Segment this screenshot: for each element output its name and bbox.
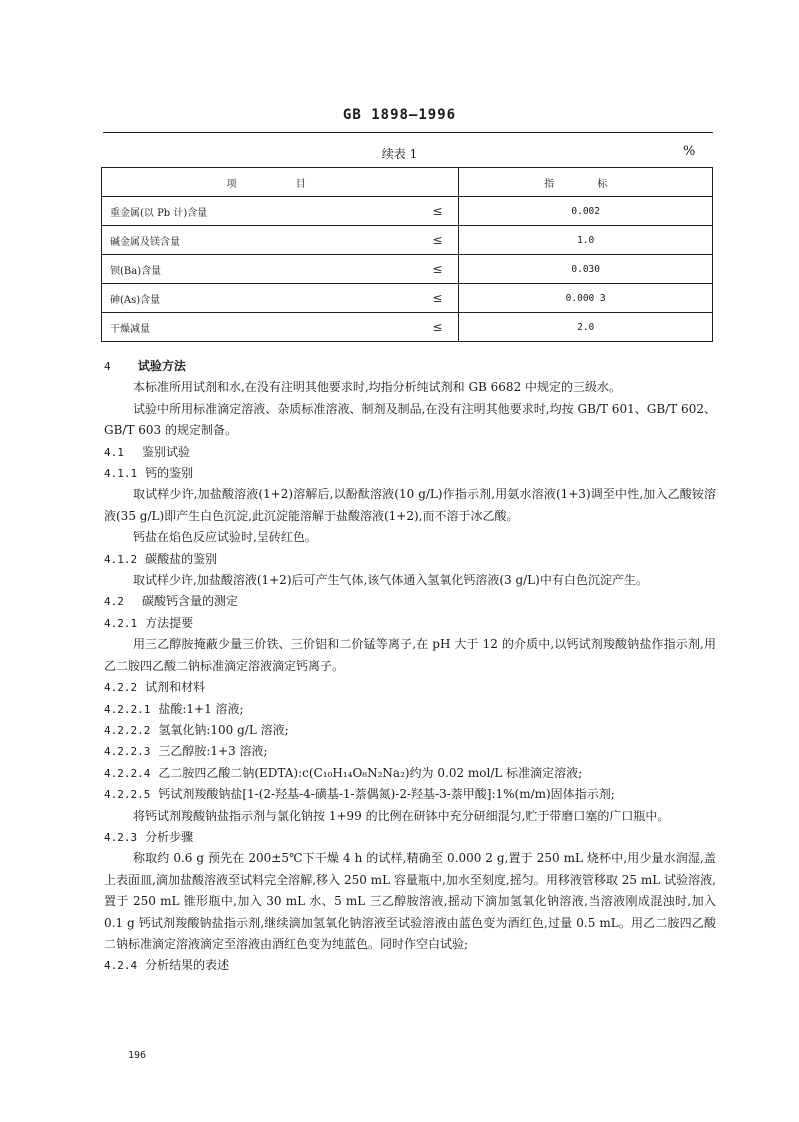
table-row: [102, 313, 713, 342]
paragraph: 称取约 0.6 g 预先在 200±5℃下干燥 4 h 的试样,精确至 0.000 2 g,置于 250 mL 烧杯中,用少量水润湿,盖上表面皿,滴加盐酸溶液至试料完全溶解,移入 250 mL 容量瓶中,加水至刻度,摇匀。用移液管移取 25 mL 试验溶液,置于 250 mL 锥形瓶中,加入 30 mL 水、5 mL 三乙醇胺溶液,摇动下滴加氢氧化钠溶液,当溶液刚成混浊时,加入 0.1 g 钙试剂羧酸钠盐指示剂,继续滴加氢氧化钠溶液至试验溶液由蓝色变为酒红色,过量 0.5 mL。用乙二胺四乙酸二钠标准滴定溶液滴定至溶液由酒红色变为纯蓝色。同时作空白试验;: [104, 851, 716, 951]
paragraph: 试验中所用标准滴定溶液、杂质标准溶液、制剂及制品,在没有注明其他要求时,均按 GB/T 601、GB/T 602、GB/T 603 的规定制备。: [104, 401, 716, 438]
section-heading-4-1-2: [104, 549, 716, 570]
reagent-item: [104, 784, 716, 805]
reagent-text: 钙试剂羧酸钠盐[1-(2-羟基-4-磺基-1-萘偶氮)-2-羟基-3-萘甲酸]:1%(m/m)固体指示剂;: [158, 787, 615, 802]
section-title: 分析结果的表述: [145, 958, 230, 973]
column-header-index: 指 标: [459, 168, 713, 197]
reagent-text: 三乙醇胺:1+3 溶液;: [158, 744, 268, 759]
row-item: [102, 226, 459, 255]
reagent-item: [104, 741, 716, 762]
table-row: [102, 226, 713, 255]
section-number: 4: [104, 360, 111, 373]
section-heading-4: [104, 356, 716, 377]
section-title: 碳酸钙含量的测定: [142, 594, 239, 609]
section-title: 试验方法: [137, 359, 186, 373]
row-operator: ≤: [432, 291, 443, 305]
section-number: 4.2.1: [104, 616, 138, 630]
paragraph: 用三乙醇胺掩蔽少量三价铁、三价铝和二价锰等离子,在 pH 大于 12 的介质中,以钙试剂羧酸钠盐作指示剂,用乙二胺四乙酸二钠标准滴定溶液滴定钙离子。: [104, 637, 716, 673]
section-heading-4-2-3: [104, 827, 716, 848]
section-heading-4-2-2: [104, 677, 716, 698]
section-number: 4.2: [104, 595, 124, 609]
column-header-item: 项 目: [102, 168, 459, 197]
reagent-item: [104, 720, 716, 741]
standard-number: GB 1898—1996: [342, 107, 457, 123]
reagent-item: [104, 699, 716, 720]
document-body: [104, 356, 716, 977]
table-row: [102, 284, 713, 313]
table-row: [102, 255, 713, 284]
row-item: [102, 313, 459, 342]
section-title: 鉴别试验: [142, 444, 191, 459]
row-item-label: 重金属(以 Pb 计)含量: [110, 207, 208, 219]
row-item-label: 钡(Ba)含量: [110, 265, 162, 277]
section-number: 4.2.2.5: [104, 788, 151, 802]
row-operator: ≤: [432, 262, 443, 276]
reagent-text: 盐酸:1+1 溶液;: [158, 701, 244, 716]
section-title: 试剂和材料: [145, 680, 206, 695]
section-number: 4.2.2.4: [104, 766, 151, 780]
row-value: 0.000 3: [459, 284, 713, 313]
section-number: 4.1.1: [104, 467, 138, 481]
table-header-row: [102, 168, 713, 197]
row-item-label: 干燥减量: [110, 323, 150, 335]
paragraph: 钙盐在焰色反应试验时,呈砖红色。: [133, 530, 317, 545]
section-heading-4-2-4: [104, 955, 716, 976]
section-title: 钙的鉴别: [145, 466, 194, 481]
row-value: 0.030: [459, 255, 713, 284]
row-item-label: 砷(As)含量: [110, 294, 161, 306]
row-item: [102, 255, 459, 284]
row-item: [102, 197, 459, 226]
table-row: [102, 197, 713, 226]
section-number: 4.2.2.2: [104, 723, 151, 737]
section-heading-4-2-1: [104, 613, 716, 634]
row-operator: ≤: [432, 233, 443, 247]
section-title: 碳酸盐的鉴别: [145, 551, 218, 566]
reagent-text: 乙二胺四乙酸二钠(EDTA):c(C₁₀H₁₄O₈N₂Na₂)约为 0.02 mol/L 标准滴定溶液;: [158, 765, 583, 780]
section-title: 方法提要: [145, 615, 194, 630]
row-item-label: 碱金属及镁含量: [110, 236, 180, 248]
paragraph: 将钙试剂羧酸钠盐指示剂与氯化钠按 1+99 的比例在研钵中充分研细混匀,贮于带磨口塞的广口瓶中。: [133, 808, 670, 823]
row-value: 1.0: [459, 226, 713, 255]
table-unit: %: [683, 144, 696, 159]
section-heading-4-1: [104, 442, 716, 463]
reagent-item: [104, 763, 716, 784]
page-number: 196: [128, 1050, 147, 1061]
row-value: 2.0: [459, 313, 713, 342]
row-operator: ≤: [432, 320, 443, 334]
reagent-text: 氢氧化钠:100 g/L 溶液;: [158, 722, 289, 737]
section-heading-4-1-1: [104, 463, 716, 484]
section-number: 4.2.2.3: [104, 745, 151, 759]
row-item: [102, 284, 459, 313]
section-number: 4.2.2.1: [104, 702, 151, 716]
section-number: 4.2.2: [104, 681, 138, 695]
section-title: 分析步骤: [145, 829, 194, 844]
paragraph: 取试样少许,加盐酸溶液(1+2)溶解后,以酚酞溶液(10 g/L)作指示剂,用氨水溶液(1+3)调至中性,加入乙酸铵溶液(35 g/L)即产生白色沉淀,此沉淀能溶解于盐酸溶液(1+2),而不溶于冰乙酸。: [104, 487, 716, 523]
header-rule: [103, 132, 713, 133]
row-value: 0.002: [459, 197, 713, 226]
section-heading-4-2: [104, 591, 716, 612]
spec-table: [101, 167, 713, 342]
paragraph: 取试样少许,加盐酸溶液(1+2)后可产生气体,该气体通入氢氧化钙溶液(3 g/L)中有白色沉淀产生。: [133, 573, 648, 588]
table-caption: 续表 1: [381, 147, 418, 161]
section-number: 4.1: [104, 445, 124, 459]
section-number: 4.1.2: [104, 552, 138, 566]
paragraph: 本标准所用试剂和水,在没有注明其他要求时,均指分析纯试剂和 GB 6682 中规定的三级水。: [133, 380, 622, 395]
section-number: 4.2.4: [104, 959, 138, 973]
row-operator: ≤: [432, 204, 443, 218]
section-number: 4.2.3: [104, 830, 138, 844]
